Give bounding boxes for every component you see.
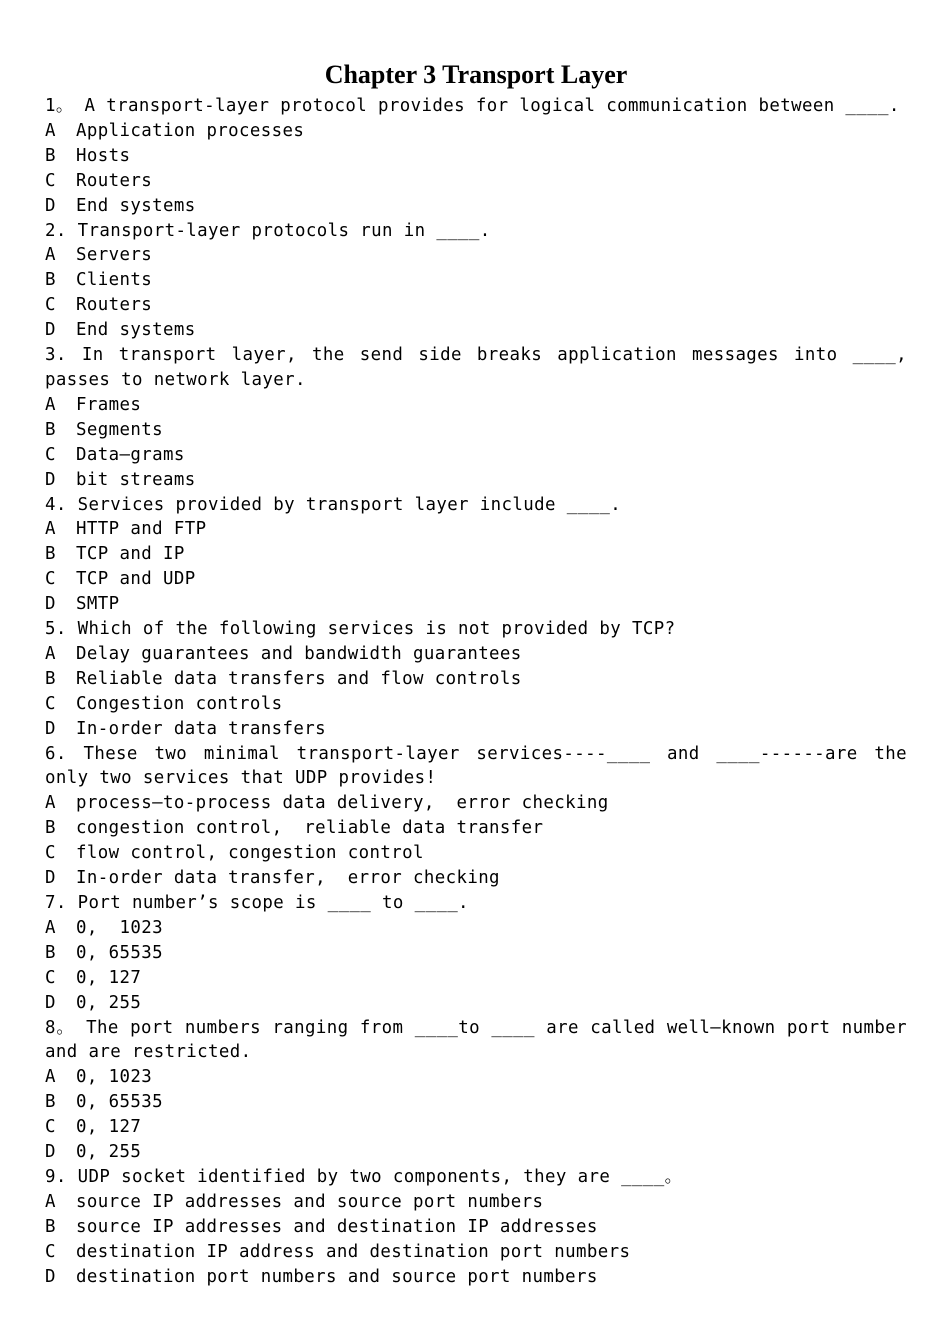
option-letter: A — [45, 1067, 56, 1088]
option-d — [45, 1265, 907, 1290]
question-8 — [45, 1016, 907, 1165]
option-text: 0, 255 — [76, 992, 142, 1013]
option-letter: C — [45, 295, 56, 316]
option-letter: A — [45, 643, 56, 664]
option-c — [45, 443, 907, 468]
option-text: Delay guarantees and bandwidth guarantees — [76, 643, 522, 664]
option-letter: A — [45, 120, 56, 141]
option-list — [45, 791, 907, 891]
option-a — [45, 642, 907, 667]
option-list — [45, 1190, 907, 1290]
option-text: 0, 65535 — [76, 942, 163, 963]
question-1 — [45, 94, 907, 219]
option-list — [45, 642, 907, 742]
option-text: Reliable data transfers and flow controls — [76, 668, 522, 689]
option-letter: C — [45, 1241, 56, 1262]
option-text: process—to-process data delivery, error checking — [76, 793, 609, 814]
option-letter: A — [45, 394, 56, 415]
option-list — [45, 243, 907, 343]
option-text: Routers — [76, 295, 153, 316]
question-5 — [45, 617, 907, 742]
question-text: 8。 The port numbers ranging from ____to ____ are called well—known port number and are restricted. — [45, 1017, 907, 1063]
option-text: 0, 255 — [76, 1142, 142, 1163]
option-text: Frames — [76, 394, 142, 415]
option-c — [45, 692, 907, 717]
option-letter: B — [45, 1216, 56, 1237]
question-6 — [45, 742, 907, 891]
option-text: 0, 65535 — [76, 1092, 163, 1113]
option-text: bit streams — [76, 469, 196, 490]
option-text: In-order data transfer, error checking — [76, 868, 500, 889]
option-text: congestion control, reliable data transfer — [76, 818, 544, 839]
option-text: SMTP — [76, 594, 120, 615]
option-b — [45, 418, 907, 443]
option-letter: B — [45, 1092, 56, 1113]
option-b — [45, 667, 907, 692]
option-letter: B — [45, 544, 56, 565]
option-letter: D — [45, 1142, 56, 1163]
option-text: Routers — [76, 170, 153, 191]
question-text: 6. These two minimal transport-layer services----____ and ____------are the only two services that UDP provides! — [45, 743, 907, 789]
option-a — [45, 791, 907, 816]
option-text: Clients — [76, 270, 153, 291]
option-d — [45, 592, 907, 617]
question-text: 5. Which of the following services is not provided by TCP? — [45, 619, 676, 640]
question-text: 9. UDP socket identified by two components, they are ____。 — [45, 1166, 683, 1187]
option-letter: B — [45, 270, 56, 291]
option-letter: A — [45, 917, 56, 938]
option-d — [45, 194, 907, 219]
question-7 — [45, 891, 907, 1016]
option-letter: A — [45, 793, 56, 814]
option-text: Application processes — [76, 120, 305, 141]
option-letter: B — [45, 419, 56, 440]
option-c — [45, 841, 907, 866]
option-c — [45, 966, 907, 991]
question-3 — [45, 343, 907, 492]
option-a — [45, 1190, 907, 1215]
option-list — [45, 517, 907, 617]
option-d — [45, 318, 907, 343]
option-b — [45, 816, 907, 841]
option-letter: D — [45, 320, 56, 341]
question-2 — [45, 219, 907, 344]
option-text: In-order data transfers — [76, 718, 327, 739]
option-text: End systems — [76, 320, 196, 341]
option-text: Data—grams — [76, 444, 185, 465]
option-text: source IP addresses and source port numbers — [76, 1191, 544, 1212]
option-d — [45, 468, 907, 493]
option-d — [45, 717, 907, 742]
option-text: 0, 127 — [76, 1117, 142, 1138]
option-b — [45, 941, 907, 966]
option-letter: D — [45, 718, 56, 739]
option-b — [45, 1090, 907, 1115]
option-a — [45, 517, 907, 542]
option-text: flow control, congestion control — [76, 843, 424, 864]
option-text: Segments — [76, 419, 163, 440]
question-list — [45, 94, 907, 1290]
question-4 — [45, 493, 907, 618]
option-c — [45, 293, 907, 318]
option-letter: D — [45, 1266, 56, 1287]
option-c — [45, 1115, 907, 1140]
option-letter: C — [45, 1117, 56, 1138]
option-text: destination IP address and destination port numbers — [76, 1241, 631, 1262]
option-text: Congestion controls — [76, 693, 283, 714]
option-a — [45, 1065, 907, 1090]
question-text: 4. Services provided by transport layer include ____. — [45, 494, 622, 515]
option-letter: C — [45, 693, 56, 714]
option-letter: C — [45, 170, 56, 191]
option-b — [45, 268, 907, 293]
option-letter: C — [45, 444, 56, 465]
option-d — [45, 866, 907, 891]
option-letter: B — [45, 818, 56, 839]
option-c — [45, 169, 907, 194]
option-letter: A — [45, 1191, 56, 1212]
option-letter: B — [45, 145, 56, 166]
document-page — [45, 58, 907, 1290]
option-list — [45, 393, 907, 493]
option-letter: D — [45, 992, 56, 1013]
option-text: TCP and UDP — [76, 569, 196, 590]
option-text: HTTP and FTP — [76, 519, 207, 540]
option-a — [45, 243, 907, 268]
option-letter: D — [45, 594, 56, 615]
option-b — [45, 542, 907, 567]
option-letter: A — [45, 245, 56, 266]
option-text: source IP addresses and destination IP addresses — [76, 1216, 598, 1237]
option-c — [45, 1240, 907, 1265]
option-a — [45, 393, 907, 418]
option-text: 0, 1023 — [76, 917, 163, 938]
option-d — [45, 1140, 907, 1165]
option-text: destination port numbers and source port numbers — [76, 1266, 598, 1287]
option-letter: D — [45, 195, 56, 216]
option-letter: C — [45, 569, 56, 590]
option-letter: B — [45, 942, 56, 963]
option-letter: D — [45, 868, 56, 889]
option-letter: B — [45, 668, 56, 689]
option-letter: C — [45, 843, 56, 864]
question-text: 3. In transport layer, the send side breaks application messages into ____, passes to network layer. — [45, 345, 907, 390]
option-b — [45, 144, 907, 169]
option-list — [45, 916, 907, 1016]
option-text: 0, 1023 — [76, 1067, 153, 1088]
page-title: Chapter 3 Transport Layer — [324, 60, 628, 89]
option-d — [45, 991, 907, 1016]
option-b — [45, 1215, 907, 1240]
option-text: End systems — [76, 195, 196, 216]
option-a — [45, 119, 907, 144]
option-letter: D — [45, 469, 56, 490]
option-c — [45, 567, 907, 592]
option-list — [45, 1065, 907, 1165]
option-letter: A — [45, 519, 56, 540]
option-letter: C — [45, 967, 56, 988]
question-9 — [45, 1165, 907, 1290]
option-list — [45, 119, 907, 219]
question-text: 7. Port number’s scope is ____ to ____. — [45, 893, 469, 913]
option-text: 0, 127 — [76, 967, 142, 988]
option-text: Hosts — [76, 145, 131, 166]
option-text: Servers — [76, 245, 153, 266]
question-text: 1。 A transport-layer protocol provides for logical communication between ____. — [45, 96, 900, 116]
option-a — [45, 916, 907, 941]
question-text: 2. Transport-layer protocols run in ____. — [45, 220, 491, 241]
option-text: TCP and IP — [76, 544, 185, 565]
